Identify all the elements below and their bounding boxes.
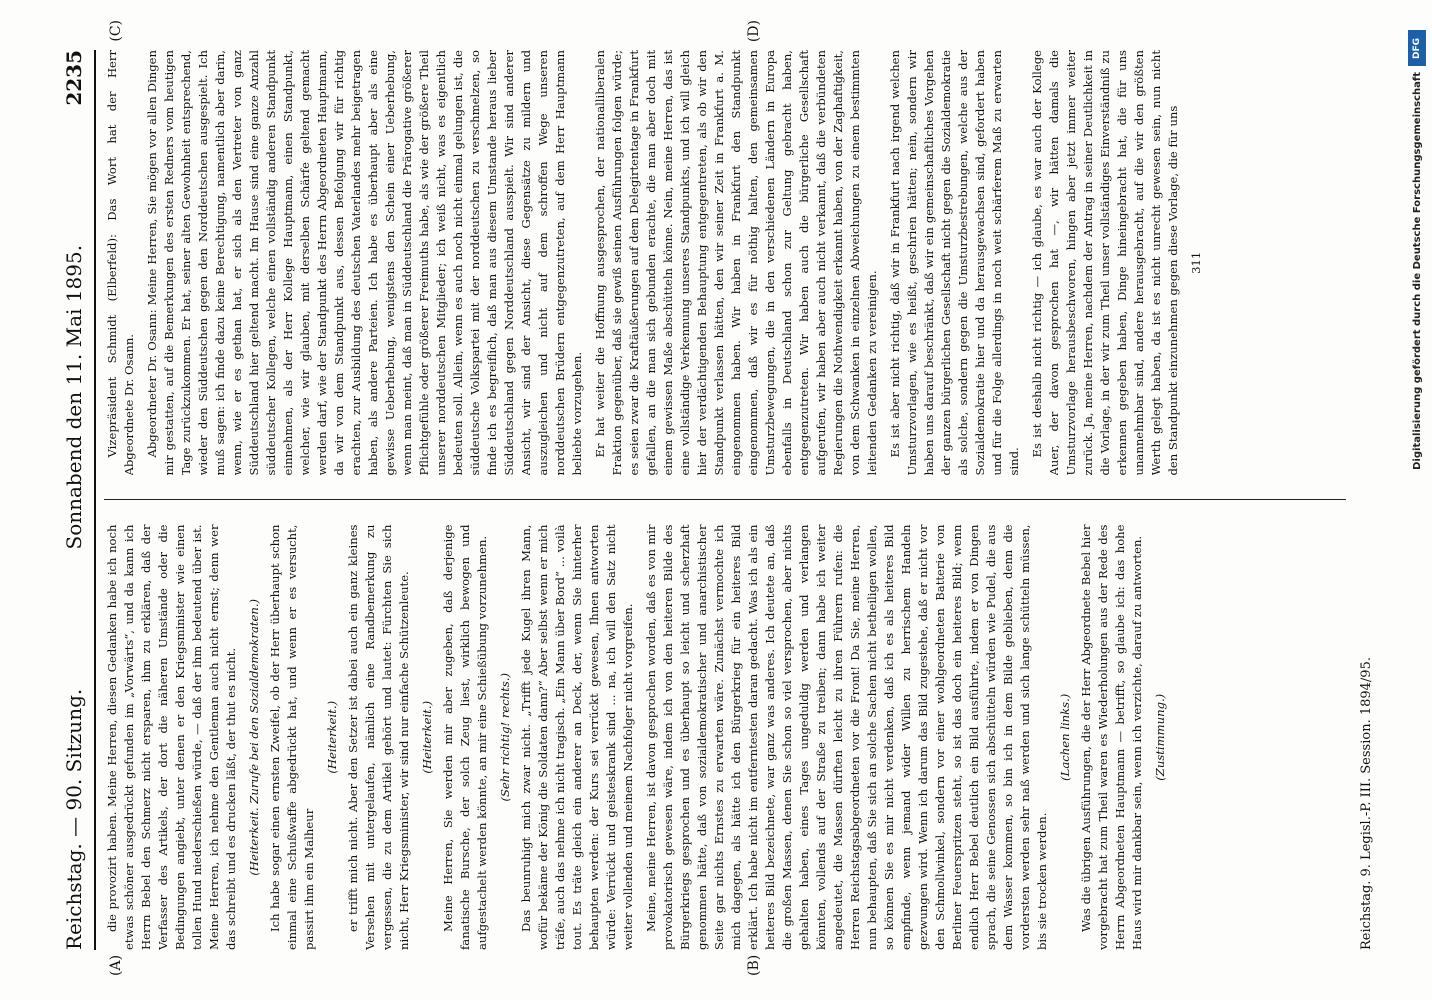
paragraph: er trifft mich nicht. Aber den Setzer ist dabei auch ein ganz kleines Versehen mit untergelaufen, nämlich eine Randbemerkung zu vergessen, die zu dem Artikel gehört und lautet: Fürchten Sie sich nicht, Herr Kriegsminister, wir sind nur einfache Schützenleute.: [346, 524, 411, 950]
paragraph: die provozirt haben. Meine Herren, diesen Gedanken habe ich noch etwas schöner ausgedrückt gefunden im „Vorwärts“, und da kann ich Herrn Bebel den Schmerz nicht ersparen, ihm zu erklären, daß der Verfasser des Artikels, der dort die näheren Umstände oder die Bedingungen angiebt, unter denen er den Kriegsminister wie einen tollen Hund niederschießen würde, — daß der ihm bedeutend über ist. Meine Herren, ich nehme den Gentleman auch nicht ernst; denn wer das schreibt und es drucken läßt, der thut es nicht.: [105, 524, 238, 950]
paragraph: Er hat weiter die Hoffnung ausgesprochen, der nationalliberalen Fraktion gegenüber, daß sie gewiß seinen Ausführungen folgen würde; es seien zwar die Kraftäußerungen auf dem Delegirtentage in Frankfurt gefallen, an die man sich gebunden erachte, die man aber doch mit einem gewissen Maße abschütteln könne. Nein, meine Herren, das ist eine vollständige Verkennung unseres Standpunkts, und ich will gleich hier der verdächtigenden Behauptung entgegentreten, als ob wir den Standpunkt verlassen hätten, den wir seiner Zeit in Frankfurt a. M. eingenommen haben. Wir haben in Frankfurt den Standpunkt eingenommen, daß wir es für nöthig halten, den gemeinsamen Umsturzbewegungen, die in den verschiedenen Ländern in Europa ebenfalls in Deutschland schon zur Geltung gebracht haben, entgegenzutreten. Wir haben auch die bürgerliche Gesellschaft aufgerufen, wir haben aber auch nicht verkannt, daß die verbündeten Regierungen die Nothwendigkeit erkannt haben, von der Zaghaftigkeit, von dem Schwanken in einzelnen Abweichungen zu einem bestimmten leitenden Gedanken zu vereinigen.: [593, 50, 879, 476]
interjection: (Heiterkeit. Zurufe bei den Sozialdemokraten.): [247, 598, 261, 876]
interjection: (Heiterkeit.): [420, 700, 434, 774]
margin-mark-b: (B): [746, 954, 762, 976]
dfg-logo-icon: DFG: [1408, 30, 1426, 66]
dfg-credit-strip: [1406, 30, 1428, 970]
margin-mark-c: (C): [108, 20, 124, 42]
interjection: (Lachen links.): [1058, 693, 1072, 781]
interjection: (Zustimmung.): [1153, 693, 1167, 781]
footer-left: Reichstag. 9. Legisl.-P. III. Session. 1894/95.: [1358, 657, 1374, 950]
paragraph: Ich habe sogar einen ernsten Zweifel, ob der Herr überhaupt schon einmal eine Schußwaffe abgedrückt hat, und wenn er es versucht, passirt ihm ein Malheur: [268, 524, 316, 950]
margin-mark-d: (D): [746, 20, 762, 43]
paragraph: Es ist deshalb nicht richtig — ich glaube, es war auch der Kollege Auer, der davon gesprochen hat —, wir hätten damals die Umsturzvorlage herausbeschworen, hingen aber jetzt immer weiter zurück. Ja, meine Herren, nachdem der Antrag in seiner Deutlichkeit in die Vorlage, in der wir zum Theil unser vollständiges Einverständniß zu erkennen gegeben haben, Dinge hineingebracht hat, die für uns unannehmbar sind, andere herausgebracht, auf die wir den größten Werth gelegt haben, da ist es nicht unrecht gewesen sein, nun nicht den Standpunkt einzunehmen gegen diese Vorlage, die für uns: [1030, 50, 1180, 476]
column-right: [104, 50, 1346, 476]
interjection: (Heiterkeit.): [325, 700, 339, 774]
paragraph: Vizepräsident Schmidt (Elberfeld): Das Wort hat der Herr Abgeordnete Dr. Osann.: [105, 50, 136, 476]
column-divider: [104, 500, 1346, 501]
margin-mark-a: (A): [108, 954, 124, 976]
paragraph: Das beunruhigt mich zwar nicht. „Trifft jede Kugel ihren Mann, wofür bekäme der König die Soldaten dann?“ Aber selbst wenn er mich träfe, auch das nehme ich nicht tragisch. „Ein Mann über Bord“ ... voilà tout. Es träte gleich ein anderer an Deck, der, wenn Sie hinterher behaupten werden: der Kurs sei verrückt gewesen, Ihnen antworten würde: Verrückt und geisteskrank sind ... na, ich will den Satz nicht weiter vollenden und meinem Nachfolger nicht vorgreifen.: [519, 524, 635, 950]
text-columns: [104, 50, 1346, 950]
header-center: Sonnabend den 11. Mai 1895.: [62, 244, 86, 550]
column-left: [104, 525, 1346, 951]
page-footer: [1352, 50, 1380, 950]
paragraph: Abgeordneter Dr. Osann: Meine Herren, Sie mögen vor allen Dingen mir gestatten, auf die Bemerkungen des ersten Redners vom heutigen Tage zurückzukommen. Er hat, seiner alten Gewohnheit entsprechend, wieder den Süddeutschen gegen den Norddeutschen ausgespielt. Ich muß sagen: ich finde dazu keine Berechtigung, namentlich aber darin, wenn, wie er es gethan hat, er sich als den Vertreter von ganz Süddeutschland hier geltend macht. Im Hause sind eine ganze Anzahl süddeutscher Kollegen, welche einen vollständig anderen Standpunkt einnehmen, als der Herr Kollege Hauptmann, einen Standpunkt, welcher, wie wir glauben, mit derselben Schärfe geltend gemacht werden darf, wie der Standpunkt des Herrn Abgeordneten Hauptmann, da wir von dem Standpunkt aus, dessen Befolgung wir für richtig erachten, zur Ausbildung des deutschen Vaterlandes mehr beigetragen haben, als andere Parteien. Ich habe es überhaupt aber als eine gewisse Ueberhebung, wenigstens den Schein einer Ueberhebung, wenn man meint, daß man in Süddeutschland die Prärogative größerer Pflichtgefühle oder größerer Freimuths habe, als wie der größere Theil unserer norddeutschen Mitglieder; ich weiß nicht, was es eigentlich bedeuten soll. Allein, wenn es auch noch nicht einmal gelungen ist, die süddeutsche Volkspartei mit der norddeutschen zu verschmelzen, so finde ich es begreiflich, daß man aus diesem Umstande heraus lieber Süddeutschland gegen Norddeutschland ausspielt. Wir sind anderer Ansicht, wir sind der Ansicht, diese Gegensätze zu mildern und auszugleichen und nicht auf dem schroffen Wege unseren norddeutschen Brüdern entgegenzutreten, auf dem Herr Hauptmann beliebte vorzugehen.: [145, 50, 584, 476]
interjection: (Sehr richtig! rechts.): [498, 672, 512, 802]
paragraph: Es ist aber nicht richtig, daß wir in Frankfurt nach irgend welchen Umsturzvorlagen, wie es heißt, geschrien hätten; nein, sondern wir haben uns darauf beschränkt, daß wir ein gemeinschaftliches Vorgehen der ganzen bürgerlichen Gesellschaft nicht gegen die Sozialdemokratie als solche, sondern gegen die Umsturzbestrebungen, welche aus der Sozialdemokratie hier und da herausgewachsen sind, gefordert haben und für die Folge allerdings in noch weit schärferem Maß zu erwarten sind.: [888, 50, 1021, 476]
page-number: 2235: [62, 50, 86, 106]
paragraph: Meine Herren, Sie werden mir aber zugeben, daß derjenige fanatische Bursche, der solch Zeug liest, wirklich bewogen und aufgestachelt werden könnte, an mir eine Schießübung vorzunehmen.: [441, 524, 489, 950]
header-left: Reichstag. — 90. Sitzung.: [62, 688, 86, 950]
paragraph: Was die übrigen Ausführungen, die der Herr Abgeordnete Bebel hier vorgebracht hat zum Theil waren es Wiederholungen aus der Rede des Herrn Abgeordneten Hauptmann — betrifft, so glaube ich: das hohe Haus wird mir dankbar sein, wenn ich verzichte, darauf zu antworten.: [1079, 524, 1144, 950]
page-header: [54, 50, 96, 950]
paragraph: Meine, meine Herren, ist davon gesprochen worden, daß es von mir provokatorisch gewesen wäre, indem ich von den heiteren Bilde des Bürgerkriegs gesprochen und es überhaupt so leicht und scherzhaft genommen hätte, daß von sozialdemokratischer und anarchistischer Seite gar nichts Ernstes zu erwarten wäre. Zunächst vermochte ich mich dagegen, als hätte ich den Bürgerkrieg für ein heiteres Bild erklärt. Ich habe nicht im entferntesten daran gedacht. Was ich als ein heiteres Bild bezeichnete, war ganz was anderes. Ich deutete an, daß die großen Massen, denen Sie schon so viel versprochen, aber nichts gehalten haben, eines Tages ungeduldig werden und verlangen könnten, vollends auf der Straße zu treiben; dann habe ich weiter angedeutet, die Massen dürften leicht zu ihren Führern rufen: die Herren Reichstagsabgeordneten vor die Front! Da Sie, meine Herren, nun behaupten, daß Sie sich an solche Sachen nicht betheiligen wollen, so können Sie es mir nicht verdenken, daß ich es als heiteres Bild empfinde, wenn jemand wider Willen zu herrischem Handeln gezwungen wird. Wenn ich darum das Bild zugestehe, daß er nicht vor den Schmollwinkel, sondern vor einer wohlgeordneten Batterie von Berliner Feuerspritzen steht, so ist das doch ein heiteres Bild; wenn endlich Herr Bebel deutlich ein Bild ausführte, indem er von Dingen sprach, die seine Genossen sich abschütteln würden wie Pudel, die aus dem Wasser kommen, so bin ich in dem Bilde geblieben, denn die vordersten werden sehr naß werden und sich lange schütteln müssen, bis sie trocken werden.: [644, 524, 1049, 950]
sheet-number: 311: [1189, 251, 1203, 274]
rotated-page: [46, 20, 1386, 980]
dfg-credit-text: Digitalisierung gefördert durch die Deutsche Forschungsgemeinschaft: [1411, 72, 1423, 470]
